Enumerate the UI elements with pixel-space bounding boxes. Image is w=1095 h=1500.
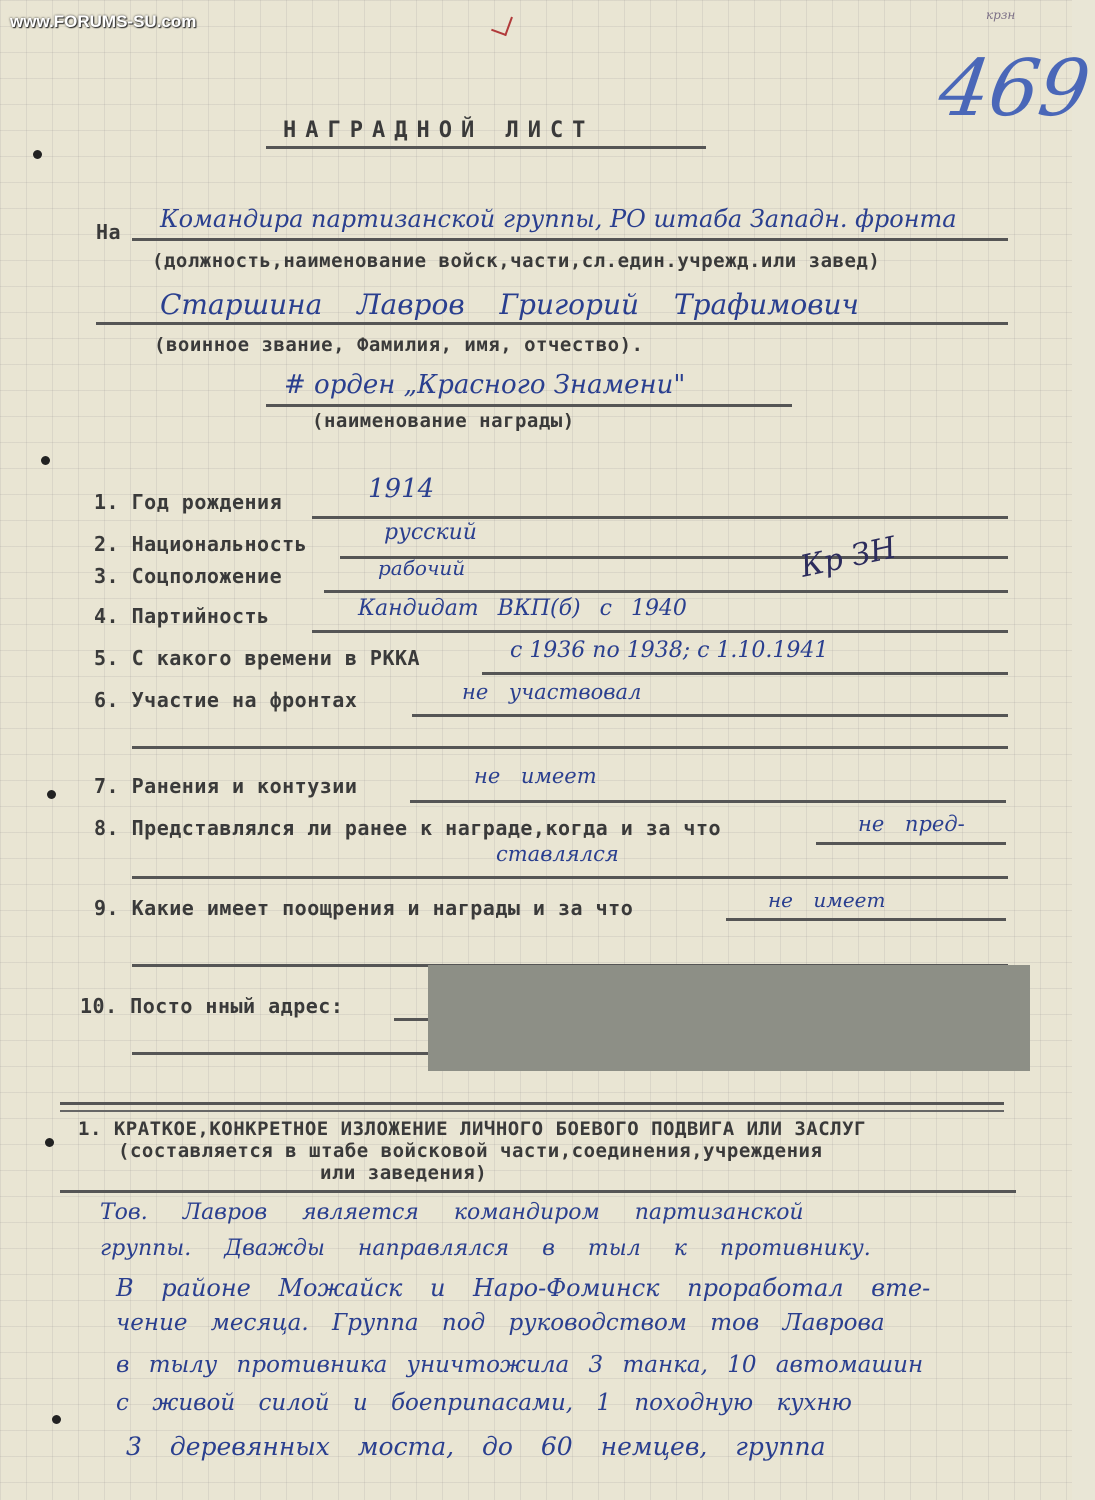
position-value: Командира партизанской группы, РО штаба Западн. фронта — [160, 205, 957, 233]
question-4-label: 4. Партийность — [94, 604, 270, 628]
question-8-label: 8. Представлялся ли ранее к награде,когда и за что — [94, 816, 722, 840]
question-9-label: 9. Какие имеет поощрения и награды и за что — [94, 896, 634, 920]
award-caption: (наименование награды) — [312, 410, 575, 432]
narrative-line: чение месяца. Группа под руководством тов Лаврова — [116, 1310, 885, 1336]
document-title: НАГРАДНОЙ ЛИСТ — [283, 118, 595, 143]
question-8-line — [816, 842, 1006, 845]
question-1-line — [312, 516, 1008, 519]
narrative-line: В районе Можайск и Наро-Фоминск проработал вте- — [116, 1274, 931, 1302]
question-6-extra-line — [132, 746, 1008, 749]
section-bottom-rule — [60, 1190, 1016, 1193]
question-9-line — [726, 918, 1006, 921]
corner-note: крзн — [986, 8, 1016, 22]
red-check-mark — [491, 12, 513, 36]
position-line — [132, 238, 1008, 241]
question-3-line — [324, 590, 1008, 593]
watermark: www.FORUMS-SU.com — [10, 12, 197, 31]
question-5-answer: с 1936 по 1938; с 1.10.1941 — [510, 638, 829, 663]
question-10-extra-line — [132, 1052, 432, 1055]
question-7-answer: не имеет — [474, 764, 597, 788]
question-4-line — [312, 630, 1008, 633]
question-2-answer: русский — [384, 520, 477, 545]
archive-number: 469 — [933, 44, 1095, 134]
question-3-label: 3. Соцположение — [94, 564, 283, 588]
award-line — [266, 404, 792, 407]
question-5-line — [482, 672, 1008, 675]
question-8-answer-cont: ставлялся — [496, 842, 619, 866]
narrative-line: Тов. Лавров является командиром партизанской — [100, 1200, 804, 1225]
name-value: Старшина Лавров Григорий Трафимович — [160, 288, 859, 321]
position-caption: (должность,наименование войск,части,сл.един.учрежд.или завед) — [152, 250, 881, 272]
question-8-extra-line — [132, 876, 1008, 879]
punch-hole-icon — [33, 150, 42, 159]
question-3-answer: рабочий — [378, 556, 466, 580]
question-8-answer: не пред- — [858, 812, 965, 836]
narrative-line: группы. Дважды направлялся в тыл к противнику. — [100, 1236, 871, 1261]
name-caption: (воинное звание, Фамилия, имя, отчество). — [154, 334, 644, 356]
question-7-label: 7. Ранения и контузии — [94, 774, 358, 798]
narrative-line: 3 деревянных моста, до 60 немцев, группа — [126, 1432, 826, 1461]
na-label: На — [96, 220, 122, 244]
question-1-label: 1. Год рождения — [94, 490, 283, 514]
narrative-line: в тылу противника уничтожила 3 танка, 10 автомашин — [116, 1352, 924, 1378]
question-9-answer: не имеет — [768, 888, 886, 912]
redacted-address-block — [428, 965, 1030, 1071]
punch-hole-icon — [47, 790, 56, 799]
title-underline — [266, 146, 706, 149]
question-6-answer: не участвовал — [462, 680, 642, 704]
section-subheading-1: (составляется в штабе войсковой части,соединения,учреждения — [118, 1140, 823, 1162]
section-heading: 1. КРАТКОЕ,КОНКРЕТНОЕ ИЗЛОЖЕНИЕ ЛИЧНОГО БОЕВОГО ПОДВИГА ИЛИ ЗАСЛУГ — [78, 1118, 866, 1140]
section-subheading-2: или заведения) — [320, 1162, 488, 1184]
question-6-line — [412, 714, 1008, 717]
section-top-rule — [60, 1102, 1004, 1105]
punch-hole-icon — [45, 1138, 54, 1147]
punch-hole-icon — [52, 1415, 61, 1424]
question-5-label: 5. С какого времени в РККА — [94, 646, 421, 670]
question-1-answer: 1914 — [368, 474, 435, 504]
name-line — [96, 322, 1008, 325]
question-10-label: 10. Посто нный адрес: — [80, 994, 344, 1018]
question-4-answer: Кандидат ВКП(б) с 1940 — [358, 596, 687, 621]
narrative-line: с живой силой и боеприпасами, 1 походную кухню — [116, 1390, 852, 1416]
punch-hole-icon — [41, 456, 50, 465]
question-2-label: 2. Национальность — [94, 532, 308, 556]
award-value: # орден „Красного Знамени" — [284, 370, 686, 400]
question-6-label: 6. Участие на фронтах — [94, 688, 358, 712]
section-top-rule-2 — [60, 1110, 1004, 1112]
margin-signature: Кр ЗН — [797, 530, 900, 585]
question-7-line — [410, 800, 1006, 803]
